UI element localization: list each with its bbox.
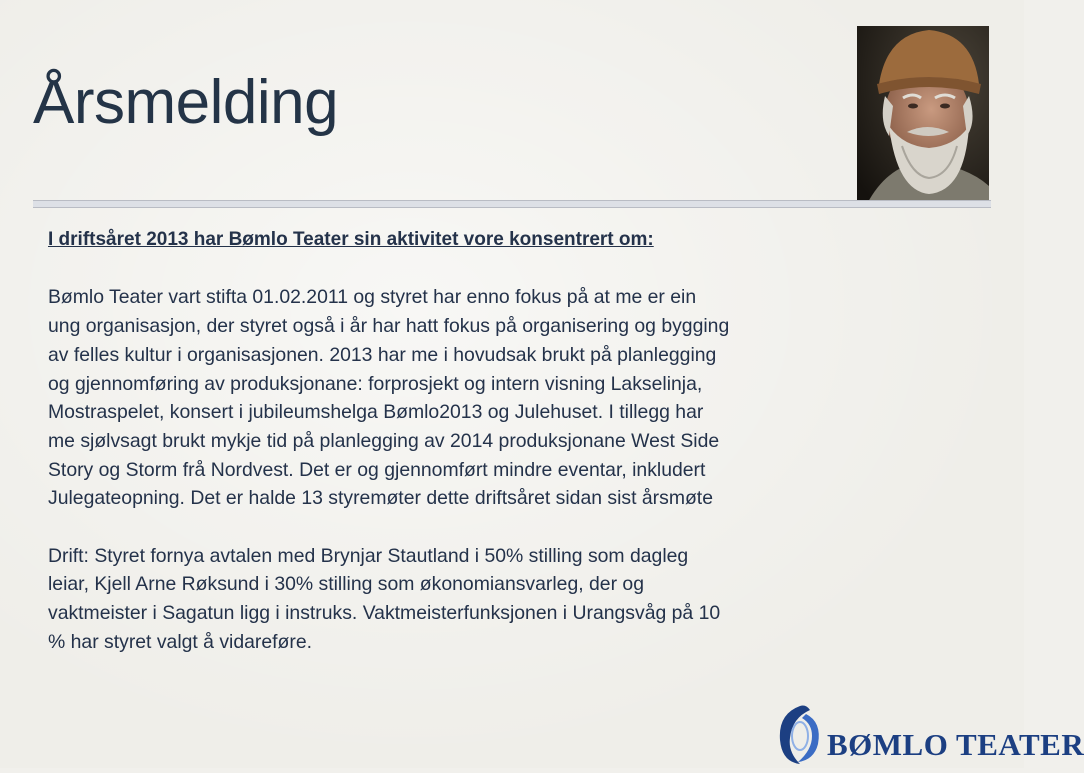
logo-text: BØMLO TEATER: [827, 727, 1084, 762]
title-divider: [33, 200, 991, 208]
portrait-photo: [857, 26, 989, 204]
text-line: Mostraspelet, konsert i jubileumshelga Bømlo2013 og Julehuset. I tillegg har: [48, 401, 704, 424]
slide-title: Årsmelding: [33, 68, 339, 137]
text-line: % har styret valgt å vidareføre.: [48, 630, 313, 653]
paragraph-founding: [48, 283, 908, 513]
text-line: Julegateopning. Det er halde 13 styremøter dette driftsåret sidan sist årsmøte: [48, 487, 713, 510]
text-line: Bømlo Teater vart stifta 01.02.2011 og styret har enno fokus på at me er ein: [48, 286, 697, 309]
swirl-logo-icon: [770, 700, 830, 768]
text-line: av felles kultur i organisasjonen. 2013 har me i hovudsak brukt på planlegging: [48, 343, 717, 366]
text-line: ung organisasjon, der styret også i år har hatt fokus på organisering og bygging: [48, 315, 730, 338]
text-line: vaktmeister i Sagatun ligg i instruks. Vaktmeisterfunksjonen i Urangsvåg på 10: [48, 602, 721, 625]
text-line: og gjennomføring av produksjonane: forprosjekt og intern visning Lakselinja,: [48, 372, 703, 395]
text-line: leiar, Kjell Arne Røksund i 30% stilling som økonomiansvarleg, der og: [48, 573, 644, 596]
body-text: [48, 226, 908, 685]
section-heading: I driftsåret 2013 har Bømlo Teater sin aktivitet vore konsentrert om:: [48, 229, 654, 250]
paragraph-drift: [48, 542, 908, 657]
text-line: Drift: Styret fornya avtalen med Brynjar Stautland i 50% stilling som dagleg: [48, 544, 689, 567]
text-line: Story og Storm frå Nordvest. Det er og gjennomført mindre eventar, inkludert: [48, 458, 706, 481]
bomlo-teater-logo: [770, 700, 1084, 768]
text-line: me sjølvsagt brukt mykje tid på planlegging av 2014 produksjonane West Side: [48, 429, 720, 452]
